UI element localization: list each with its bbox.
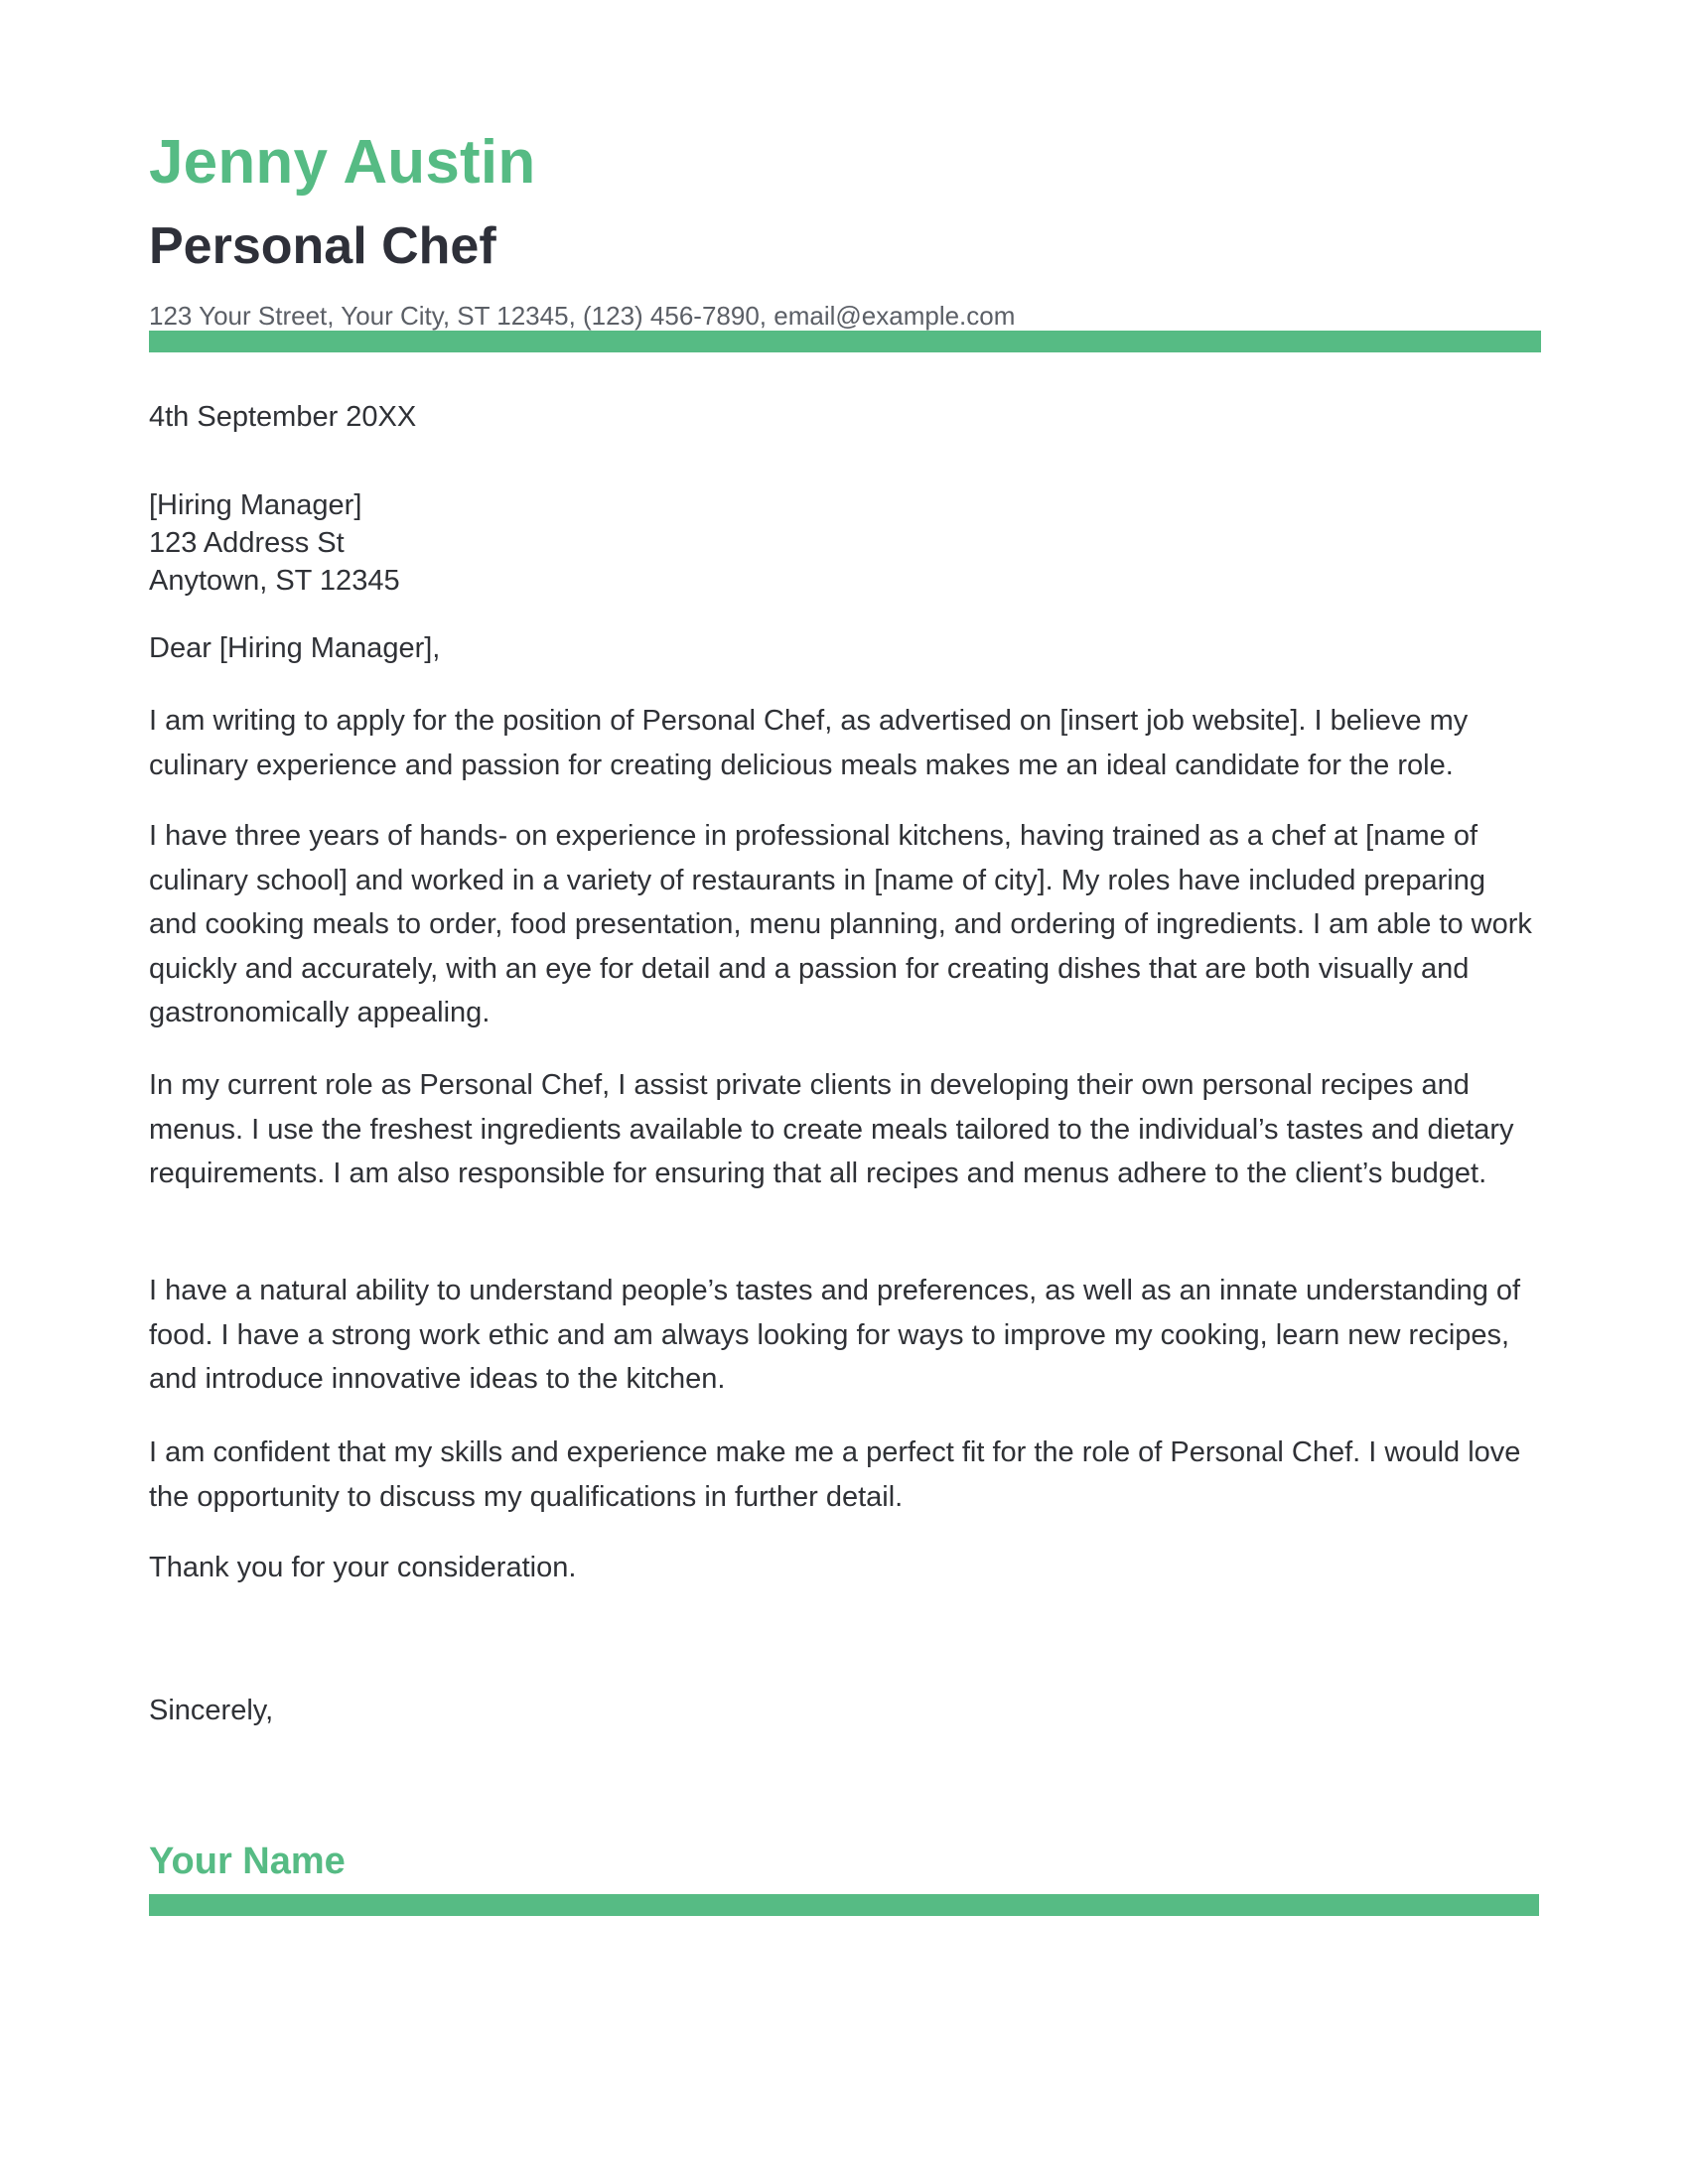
body-paragraph — [149, 1269, 1541, 1402]
body-paragraph — [149, 699, 1541, 787]
footer-divider — [149, 1894, 1539, 1916]
contact-info: 123 Your Street, Your City, ST 12345, (123) 456-7890, email@example.com — [149, 301, 1016, 331]
recipient-line: Anytown, ST 12345 — [149, 565, 400, 597]
header-divider — [149, 331, 1541, 352]
paragraph-text: I have a natural ability to understand people’s tastes and preferences, as well as an innate understanding of food. I have a strong work ethic and am always looking for ways to improve my cooking, learn new recipes, and introduce innovative ideas to the kitchen. — [149, 1275, 1521, 1395]
signature-name: Your Name — [149, 1841, 346, 1882]
body-paragraph — [149, 814, 1541, 1035]
paragraph-text: Thank you for your consideration. — [149, 1552, 577, 1583]
letter-date: 4th September 20XX — [149, 401, 417, 433]
body-paragraph — [149, 1063, 1541, 1196]
paragraph-text: I have three years of hands- on experience in professional kitchens, having trained as a chef at [name of culinary school] and worked in a variety of restaurants in [name of city]. My roles have included preparing and cooking meals to order, food presentation, menu planning, and ordering of ingredients. I am able to work quickly and accurately, with an eye for detail and a passion for creating dishes that are both visually and gastronomically appealing. — [149, 820, 1532, 1028]
paragraph-text: I am confident that my skills and experience make me a perfect fit for the role of Personal Chef. I would love the opportunity to discuss my qualifications in further detail. — [149, 1436, 1521, 1513]
salutation: Dear [Hiring Manager], — [149, 632, 441, 664]
job-title: Personal Chef — [149, 217, 496, 275]
paragraph-text: In my current role as Personal Chef, I assist private clients in developing their own personal recipes and menus. I use the freshest ingredients available to create meals tailored to the individual’s tastes and dietary requirements. I am also responsible for ensuring that all recipes and menus adhere to the client’s budget. — [149, 1069, 1514, 1189]
closing: Sincerely, — [149, 1695, 274, 1726]
recipient-address — [149, 486, 1541, 600]
recipient-line: [Hiring Manager] — [149, 489, 362, 521]
applicant-name: Jenny Austin — [149, 128, 536, 197]
paragraph-text: I am writing to apply for the position of Personal Chef, as advertised on [insert job website]. I believe my culinary experience and passion for creating delicious meals makes me an ideal candidate for the role. — [149, 705, 1469, 781]
recipient-line: 123 Address St — [149, 527, 345, 559]
body-paragraph — [149, 1546, 1541, 1590]
cover-letter-page — [149, 0, 1539, 2184]
body-paragraph — [149, 1431, 1541, 1519]
